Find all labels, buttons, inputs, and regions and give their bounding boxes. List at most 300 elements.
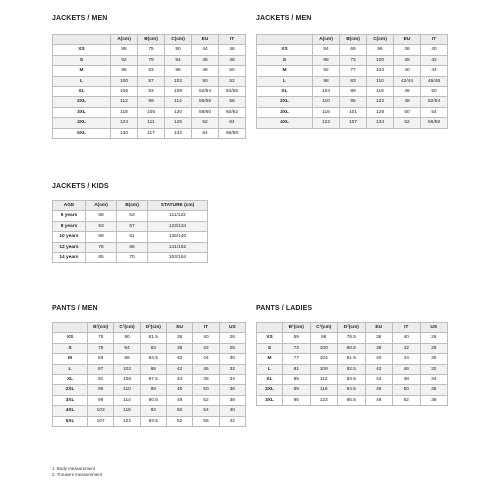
table-row: [53, 76, 246, 86]
table-cell: 44: [166, 375, 192, 385]
table-cell: 105: [138, 107, 165, 117]
table-row: [53, 45, 246, 55]
table-cell: 46/48: [421, 76, 448, 86]
table-cell: 44: [421, 66, 448, 76]
table-cell: 50: [166, 406, 192, 416]
table-cell: 48: [365, 395, 393, 405]
table-row: [53, 118, 246, 128]
row-label: XS: [53, 45, 111, 55]
table-cell: 83: [88, 354, 114, 364]
column-header-label: [257, 323, 283, 333]
header-row: [53, 201, 208, 211]
table-cell: 46: [394, 87, 421, 97]
column-header: A(cm): [86, 201, 117, 211]
jackets-men-alt-section: [256, 14, 448, 129]
table-cell: 62: [192, 118, 219, 128]
table-row: [53, 55, 246, 65]
column-header: C²(cm): [114, 323, 140, 333]
table-cell: 38: [365, 343, 393, 353]
table-cell: 40: [394, 66, 421, 76]
table-cell: 83: [340, 76, 367, 86]
table-cell: 44: [192, 45, 219, 55]
table-cell: 46: [192, 55, 219, 65]
table-cell: 50: [394, 107, 421, 117]
table-cell: 98: [165, 66, 192, 76]
section-title: JACKETS / MEN: [256, 15, 312, 22]
table-cell: 116: [367, 87, 394, 97]
column-header: B¹(cm): [283, 323, 311, 333]
table-cell: 57: [117, 221, 148, 231]
table-cell: 46: [219, 45, 246, 55]
table-row: [53, 364, 246, 374]
table-cell: 40: [393, 333, 421, 343]
table-cell: 88: [313, 55, 340, 65]
table-cell: 132: [165, 128, 192, 138]
column-header-label: [257, 35, 313, 45]
table-cell: 118: [111, 107, 138, 117]
row-label: L: [53, 76, 111, 86]
table-row: [53, 354, 246, 364]
table-cell: 34: [219, 375, 245, 385]
table-cell: 56/58: [421, 118, 448, 128]
table-cell: 52/54: [192, 87, 219, 97]
section-title: PANTS / LADIES: [256, 305, 313, 312]
table-cell: 56: [193, 416, 219, 426]
table-cell: 102: [114, 364, 140, 374]
row-label: 10 years: [53, 232, 86, 242]
section-title: JACKETS / KIDS: [52, 183, 109, 190]
row-label: 12 years: [53, 242, 86, 252]
table-cell: 108: [310, 364, 338, 374]
table-cell: 107: [340, 118, 367, 128]
table-cell: 141/152: [148, 242, 208, 252]
table-cell: 70: [117, 253, 148, 263]
table-cell: 100: [367, 55, 394, 65]
table-cell: 61: [117, 232, 148, 242]
row-label: XL: [257, 87, 313, 97]
table-cell: 78.5: [338, 333, 366, 343]
column-header: IT: [193, 323, 219, 333]
column-header: IT: [421, 35, 448, 45]
column-header: B(cm): [138, 35, 165, 45]
column-header: EU: [394, 35, 421, 45]
table-cell: 73: [283, 343, 311, 353]
table-cell: 79: [138, 55, 165, 65]
table-cell: 96: [310, 333, 338, 343]
row-label: XL: [257, 375, 283, 385]
table-cell: 30: [219, 354, 245, 364]
table-cell: 130: [111, 128, 138, 138]
table-cell: 77: [340, 66, 367, 76]
table-cell: 38: [219, 395, 245, 405]
table-cell: 58/60: [192, 107, 219, 117]
table-header: [257, 35, 448, 45]
column-header: C²(cm): [310, 323, 338, 333]
table-cell: 135/140: [148, 232, 208, 242]
table-cell: 122: [310, 395, 338, 405]
table-cell: 90.5: [140, 395, 166, 405]
table-body: [257, 45, 448, 128]
table-cell: 42: [219, 416, 245, 426]
table-row: [53, 107, 246, 117]
table-cell: 60/62: [219, 107, 246, 117]
table-cell: 75: [88, 333, 114, 343]
table-cell: 87: [88, 364, 114, 374]
table-cell: 87: [138, 76, 165, 86]
table-cell: 54/56: [219, 87, 246, 97]
table-cell: 69: [86, 232, 117, 242]
row-label: XS: [257, 45, 313, 55]
table-row: [257, 87, 448, 97]
table-cell: 117: [138, 128, 165, 138]
table-cell: 66: [117, 242, 148, 252]
table-cell: 46: [365, 385, 393, 395]
table-header: [53, 323, 246, 333]
table-cell: 66/68: [219, 128, 246, 138]
table-cell: 87.5: [140, 375, 166, 385]
table-cell: 40: [193, 333, 219, 343]
table-cell: 81: [283, 364, 311, 374]
table-cell: 112: [310, 375, 338, 385]
table-cell: 42: [365, 364, 393, 374]
table-row: [53, 66, 246, 76]
table-cell: 112: [111, 97, 138, 107]
table-cell: 42: [421, 55, 448, 65]
table-cell: 77: [283, 354, 311, 364]
table-cell: 106: [111, 87, 138, 97]
table-row: [53, 232, 208, 242]
row-label: M: [257, 354, 283, 364]
table-cell: 81.5: [140, 333, 166, 343]
table-cell: 80.5: [338, 343, 366, 353]
table-row: [53, 221, 208, 231]
pants-men-section: [52, 304, 246, 427]
column-header: STATURE (cm): [148, 201, 208, 211]
row-label: M: [257, 66, 313, 76]
table-row: [53, 333, 246, 343]
table-cell: 90: [165, 45, 192, 55]
table-header: [53, 201, 208, 211]
table-cell: 94: [114, 343, 140, 353]
row-label: XL: [53, 375, 88, 385]
table-cell: 128: [367, 107, 394, 117]
section-title: PANTS / MEN: [52, 305, 98, 312]
row-label: S: [53, 343, 88, 353]
table-cell: 95: [340, 97, 367, 107]
table-cell: 108: [165, 87, 192, 97]
table-cell: 103: [88, 406, 114, 416]
table-cell: 95: [88, 385, 114, 395]
table-cell: 46: [393, 364, 421, 374]
table-cell: 85.5: [338, 395, 366, 405]
column-header-label: [53, 35, 111, 45]
table-cell: 38: [166, 343, 192, 353]
table-cell: 101: [340, 107, 367, 117]
row-label: L: [53, 364, 88, 374]
table-cell: 122: [313, 118, 340, 128]
row-label: S: [257, 55, 313, 65]
table-row: [53, 211, 208, 221]
table-cell: 83: [138, 66, 165, 76]
table-header: [257, 323, 448, 333]
table-cell: 64: [219, 118, 246, 128]
table-cell: 46: [193, 364, 219, 374]
table-cell: 114: [114, 395, 140, 405]
header-row: [53, 35, 246, 45]
table-row: [257, 375, 448, 385]
table-cell: 91: [88, 375, 114, 385]
table-cell: 104: [310, 354, 338, 364]
table-cell: 40: [365, 354, 393, 364]
table-row: [257, 107, 448, 117]
table-cell: 89: [283, 385, 311, 395]
column-header: US: [219, 323, 245, 333]
table-cell: 30: [420, 354, 448, 364]
table-cell: 32: [219, 364, 245, 374]
table-cell: 85: [283, 375, 311, 385]
column-header: US: [420, 323, 448, 333]
table-cell: 98: [313, 76, 340, 86]
header-row: [257, 323, 448, 333]
column-header: B(cm): [117, 201, 148, 211]
table-cell: 40: [421, 45, 448, 55]
table-row: [257, 395, 448, 405]
table-cell: 58: [86, 211, 117, 221]
table-row: [53, 242, 208, 252]
table-cell: 84.5: [338, 385, 366, 395]
table-row: [257, 343, 448, 353]
footnote-trousers-measurement: 2. Trousers measurement: [52, 472, 103, 478]
table-cell: 42/44: [394, 76, 421, 86]
table-body: [53, 333, 246, 427]
row-label: 4XL: [53, 406, 88, 416]
table-cell: 84.5: [140, 354, 166, 364]
table-cell: 56/58: [192, 97, 219, 107]
table-body: [53, 211, 208, 263]
row-label: 2XL: [257, 385, 283, 395]
column-header: D²(cm): [338, 323, 366, 333]
table-cell: 69: [283, 333, 311, 343]
table-cell: 34: [420, 375, 448, 385]
table-cell: 73: [340, 55, 367, 65]
row-label: L: [257, 76, 313, 86]
column-header-label: AGE: [53, 201, 86, 211]
table-row: [257, 76, 448, 86]
table-cell: 85: [86, 253, 117, 263]
table-cell: 48: [219, 55, 246, 65]
row-label: 2XL: [257, 97, 313, 107]
table-cell: 38: [420, 395, 448, 405]
jackets-men-alt-table: [256, 34, 448, 129]
table-cell: 36: [394, 45, 421, 55]
table-cell: 100: [310, 343, 338, 353]
table-row: [53, 343, 246, 353]
table-cell: 28: [420, 343, 448, 353]
table-cell: 36: [219, 385, 245, 395]
table-cell: 116: [310, 385, 338, 395]
table-row: [257, 66, 448, 76]
table-cell: 153/164: [148, 253, 208, 263]
table-cell: 79: [88, 343, 114, 353]
column-header-label: [53, 323, 88, 333]
table-cell: 52: [393, 395, 421, 405]
table-cell: 46: [166, 385, 192, 395]
table-cell: 44: [193, 354, 219, 364]
table-cell: 84: [313, 45, 340, 55]
table-cell: 50: [393, 385, 421, 395]
table-cell: 111/122: [148, 211, 208, 221]
table-cell: 54: [193, 406, 219, 416]
column-header: IT: [393, 323, 421, 333]
table-cell: 92: [313, 66, 340, 76]
header-row: [257, 35, 448, 45]
table-cell: 58: [219, 97, 246, 107]
jackets-kids-table: [52, 200, 208, 263]
row-label: S: [53, 55, 111, 65]
table-cell: 124: [111, 118, 138, 128]
table-row: [53, 406, 246, 416]
table-cell: 89: [340, 87, 367, 97]
table-row: [53, 395, 246, 405]
row-label: XS: [257, 333, 283, 343]
table-cell: 42: [193, 343, 219, 353]
table-cell: 83.5: [338, 375, 366, 385]
table-cell: 44: [393, 354, 421, 364]
table-cell: 64: [192, 128, 219, 138]
table-cell: 50: [193, 385, 219, 395]
table-row: [53, 416, 246, 426]
table-cell: 93.5: [140, 416, 166, 426]
pants-ladies-section: [256, 304, 448, 406]
table-row: [257, 45, 448, 55]
row-label: S: [257, 343, 283, 353]
table-cell: 122: [114, 416, 140, 426]
jackets-kids-section: [52, 182, 208, 263]
table-cell: 40: [166, 354, 192, 364]
row-label: 3XL: [53, 395, 88, 405]
pants-ladies-table: [256, 322, 448, 406]
column-header: EU: [192, 35, 219, 45]
column-header: B(cm): [340, 35, 367, 45]
table-cell: 48: [193, 375, 219, 385]
table-cell: 92: [111, 55, 138, 65]
table-cell: 50: [192, 76, 219, 86]
table-cell: 78: [86, 242, 117, 252]
table-cell: 126: [165, 118, 192, 128]
table-cell: 90: [114, 333, 140, 343]
table-cell: 63: [86, 221, 117, 231]
table-cell: 100: [111, 76, 138, 86]
table-cell: 96: [367, 45, 394, 55]
table-cell: 92: [140, 406, 166, 416]
table-cell: 82.5: [338, 364, 366, 374]
table-cell: 69: [340, 45, 367, 55]
table-cell: 52/54: [421, 97, 448, 107]
footnotes: [52, 466, 102, 478]
table-cell: 104: [313, 87, 340, 97]
table-cell: 52: [219, 76, 246, 86]
table-cell: 123/134: [148, 221, 208, 231]
table-cell: 38: [394, 55, 421, 65]
table-cell: 118: [114, 406, 140, 416]
table-row: [257, 118, 448, 128]
table-cell: 75: [138, 45, 165, 55]
table-row: [53, 385, 246, 395]
row-label: 4XL: [257, 118, 313, 128]
table-cell: 107: [88, 416, 114, 426]
table-cell: 48: [394, 97, 421, 107]
table-row: [257, 97, 448, 107]
table-body: [53, 45, 246, 139]
table-cell: 122: [367, 97, 394, 107]
table-cell: 102: [165, 76, 192, 86]
row-label: 5XL: [53, 416, 88, 426]
table-row: [53, 253, 208, 263]
table-cell: 32: [420, 364, 448, 374]
table-row: [257, 364, 448, 374]
table-cell: 81.5: [338, 354, 366, 364]
row-label: 3XL: [257, 107, 313, 117]
table-body: [257, 333, 448, 406]
jackets-men-section: [52, 14, 246, 139]
table-cell: 134: [367, 118, 394, 128]
table-cell: 89: [140, 385, 166, 395]
row-label: XS: [53, 333, 88, 343]
table-cell: 93: [138, 87, 165, 97]
table-cell: 48: [192, 66, 219, 76]
table-row: [53, 128, 246, 138]
table-cell: 98: [114, 354, 140, 364]
table-cell: 110: [367, 76, 394, 86]
table-cell: 36: [166, 333, 192, 343]
table-cell: 36: [420, 385, 448, 395]
column-header: C(cm): [165, 35, 192, 45]
table-cell: 94: [165, 55, 192, 65]
table-cell: 111: [138, 118, 165, 128]
table-cell: 53: [117, 211, 148, 221]
table-cell: 83: [140, 343, 166, 353]
table-cell: 44: [365, 375, 393, 385]
table-row: [257, 55, 448, 65]
row-label: 2XL: [53, 385, 88, 395]
row-label: 14 years: [53, 253, 86, 263]
table-cell: 26: [420, 333, 448, 343]
table-cell: 114: [165, 97, 192, 107]
row-label: L: [257, 364, 283, 374]
column-header: EU: [166, 323, 192, 333]
table-cell: 104: [367, 66, 394, 76]
row-label: 8 years: [53, 221, 86, 231]
section-title: JACKETS / MEN: [52, 15, 108, 22]
column-header: B¹(cm): [88, 323, 114, 333]
table-cell: 50: [219, 66, 246, 76]
table-cell: 26: [219, 333, 245, 343]
table-cell: 50: [421, 87, 448, 97]
table-cell: 96: [111, 66, 138, 76]
pants-men-table: [52, 322, 246, 427]
table-row: [257, 385, 448, 395]
table-cell: 95: [283, 395, 311, 405]
table-cell: 40: [219, 406, 245, 416]
column-header: IT: [219, 35, 246, 45]
column-header: A(cm): [313, 35, 340, 45]
row-label: 3XL: [53, 107, 111, 117]
table-cell: 120: [165, 107, 192, 117]
column-header: D²(cm): [140, 323, 166, 333]
row-label: 4XL: [53, 118, 111, 128]
table-row: [53, 87, 246, 97]
row-label: 2XL: [53, 97, 111, 107]
